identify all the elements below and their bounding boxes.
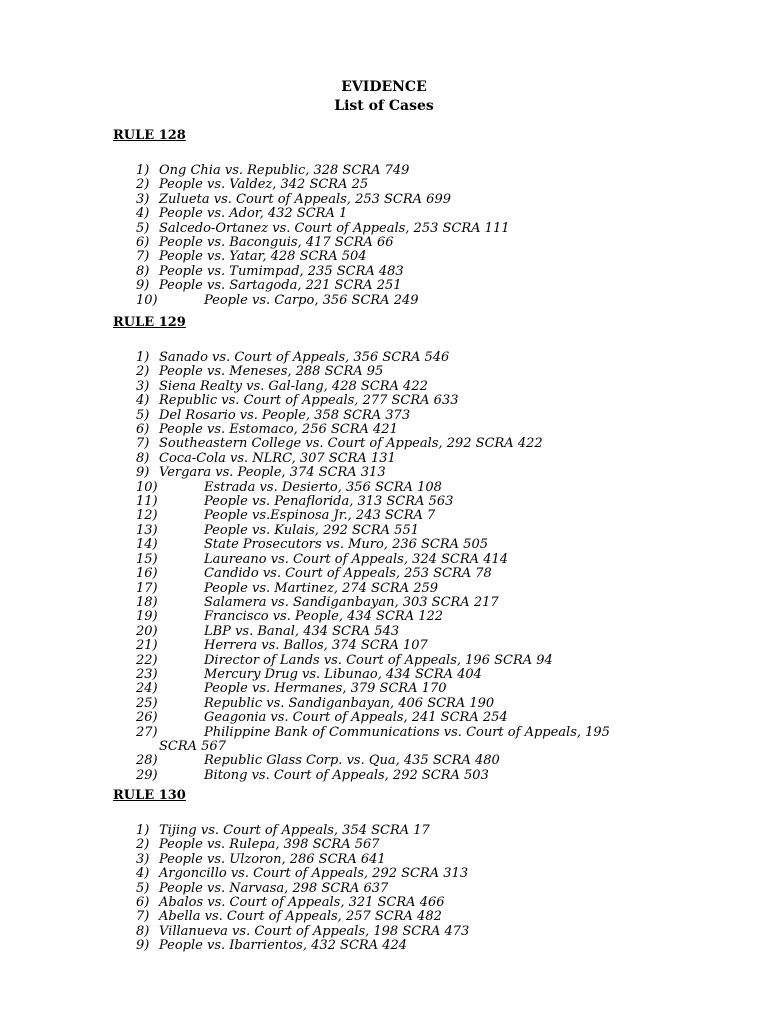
- case-item: [113, 222, 733, 236]
- case-citation: Republic vs. Sandiganbayan, 406 SCRA 190: [204, 695, 495, 711]
- case-citation: Director of Lands vs. Court of Appeals, 196 SCRA 94: [204, 652, 553, 668]
- case-number: 9): [136, 938, 150, 954]
- case-citation: Republic vs. Court of Appeals, 277 SCRA 633: [159, 393, 459, 409]
- case-number: 8): [136, 450, 150, 466]
- case-number: 28): [136, 753, 158, 769]
- case-number: 26): [136, 710, 158, 726]
- case-number: 1): [136, 163, 150, 178]
- case-number: 5): [136, 407, 150, 423]
- case-number: 12): [136, 508, 158, 524]
- case-number: 10): [136, 292, 158, 308]
- case-citation: People vs. Ulzoron, 286 SCRA 641: [159, 851, 386, 867]
- case-number: 24): [136, 681, 158, 697]
- case-list: [113, 824, 733, 954]
- case-citation: People vs. Sartagoda, 221 SCRA 251: [159, 278, 402, 294]
- case-item: [113, 896, 733, 910]
- case-citation: Francisco vs. People, 434 SCRA 122: [204, 609, 444, 625]
- case-item: [113, 711, 733, 725]
- case-number: 19): [136, 609, 158, 625]
- case-number: 1): [136, 823, 150, 838]
- case-number: 1): [136, 350, 150, 365]
- case-item: [113, 524, 733, 538]
- case-item: [113, 481, 733, 495]
- case-citation: Geagonia vs. Court of Appeals, 241 SCRA 254: [204, 710, 508, 726]
- case-number: 17): [136, 580, 158, 596]
- case-item: [113, 867, 733, 881]
- case-citation: People vs. Baconguis, 417 SCRA 66: [159, 235, 394, 251]
- case-item: [113, 654, 733, 668]
- case-number: 9): [136, 465, 150, 481]
- case-item: [113, 824, 733, 838]
- case-number: 23): [136, 666, 158, 682]
- case-citation: People vs. Narvasa, 298 SCRA 637: [159, 880, 389, 896]
- case-citation: Villanueva vs. Court of Appeals, 198 SCRA 473: [159, 923, 470, 939]
- case-citation: Salamera vs. Sandiganbayan, 303 SCRA 217: [204, 594, 499, 610]
- case-number: 27): [136, 724, 158, 740]
- case-citation: People vs. Tumimpad, 235 SCRA 483: [159, 263, 404, 279]
- case-number: 6): [136, 895, 150, 911]
- case-number: 4): [136, 206, 150, 222]
- case-number: 8): [136, 263, 150, 279]
- case-citation: Philippine Bank of Communications vs. Court of Appeals, 195: [204, 724, 610, 740]
- case-item: [113, 726, 764, 755]
- case-citation: Candido vs. Court of Appeals, 253 SCRA 78: [204, 566, 492, 582]
- case-item: [113, 769, 733, 783]
- case-item: [113, 553, 733, 567]
- document-title: [0, 78, 768, 116]
- case-item: [113, 538, 733, 552]
- case-item: [113, 207, 733, 221]
- case-number: 2): [136, 837, 150, 853]
- case-item: [113, 925, 733, 939]
- rule-heading: RULE 130: [113, 788, 186, 803]
- case-citation: Vergara vs. People, 374 SCRA 313: [159, 465, 386, 481]
- case-number: 2): [136, 364, 150, 380]
- case-number: 2): [136, 177, 150, 193]
- case-citation: People vs.Espinosa Jr., 243 SCRA 7: [204, 508, 436, 524]
- case-item: [113, 365, 733, 379]
- case-number: 7): [136, 249, 150, 265]
- case-item: [113, 682, 733, 696]
- case-number: 7): [136, 436, 150, 452]
- case-citation: Republic Glass Corp. vs. Qua, 435 SCRA 480: [204, 753, 500, 769]
- case-citation: Tijing vs. Court of Appeals, 354 SCRA 17: [159, 823, 430, 838]
- case-item: [113, 178, 733, 192]
- case-citation: Ong Chia vs. Republic, 328 SCRA 749: [159, 163, 410, 178]
- case-citation-continuation: SCRA 567: [159, 738, 226, 754]
- case-item: [113, 697, 733, 711]
- case-citation: People vs. Ador, 432 SCRA 1: [159, 206, 348, 222]
- case-item: [113, 250, 733, 264]
- case-item: [113, 265, 733, 279]
- case-item: [113, 437, 733, 451]
- case-number: 3): [136, 378, 150, 394]
- case-number: 4): [136, 866, 150, 882]
- case-item: [113, 279, 733, 293]
- case-item: [113, 423, 733, 437]
- case-citation: Abella vs. Court of Appeals, 257 SCRA 482: [159, 909, 442, 925]
- case-citation: Zulueta vs. Court of Appeals, 253 SCRA 699: [159, 191, 451, 207]
- case-citation: People vs. Meneses, 288 SCRA 95: [159, 364, 384, 380]
- case-citation: Coca-Cola vs. NLRC, 307 SCRA 131: [159, 450, 396, 466]
- section-rule-130: [113, 788, 733, 954]
- case-number: 5): [136, 880, 150, 896]
- case-item: [113, 409, 733, 423]
- case-number: 13): [136, 522, 158, 538]
- case-item: [113, 596, 733, 610]
- case-item: [113, 939, 733, 953]
- case-citation: Argoncillo vs. Court of Appeals, 292 SCRA 313: [159, 866, 469, 882]
- case-citation: People vs. Carpo, 356 SCRA 249: [204, 292, 419, 308]
- section-rule-129: [113, 315, 733, 783]
- case-number: 8): [136, 923, 150, 939]
- case-list: [113, 164, 733, 308]
- case-number: 6): [136, 422, 150, 438]
- case-item: [113, 567, 733, 581]
- section-rule-128: [113, 128, 733, 308]
- case-number: 6): [136, 235, 150, 251]
- case-number: 10): [136, 479, 158, 495]
- case-citation: People vs. Estomaco, 256 SCRA 421: [159, 422, 398, 438]
- case-citation: People vs. Hermanes, 379 SCRA 170: [204, 681, 447, 697]
- case-citation: People vs. Rulepa, 398 SCRA 567: [159, 837, 380, 853]
- case-citation: Bitong vs. Court of Appeals, 292 SCRA 503: [204, 767, 489, 783]
- case-citation: Del Rosario vs. People, 358 SCRA 373: [159, 407, 411, 423]
- case-item: [113, 639, 733, 653]
- case-citation: Southeastern College vs. Court of Appeals, 292 SCRA 422: [159, 436, 543, 452]
- case-number: 15): [136, 551, 158, 567]
- case-item: [113, 351, 733, 365]
- case-item: [113, 452, 733, 466]
- case-item: [113, 236, 733, 250]
- title-line-1: EVIDENCE: [341, 79, 427, 95]
- rule-heading: RULE 128: [113, 128, 186, 143]
- case-item: [113, 394, 733, 408]
- case-number: 4): [136, 393, 150, 409]
- case-citation: State Prosecutors vs. Muro, 236 SCRA 505: [204, 537, 488, 553]
- rule-heading: RULE 129: [113, 315, 186, 330]
- case-number: 18): [136, 594, 158, 610]
- case-number: 22): [136, 652, 158, 668]
- title-line-2: List of Cases: [334, 98, 434, 114]
- case-number: 5): [136, 220, 150, 236]
- case-citation: Laureano vs. Court of Appeals, 324 SCRA 414: [204, 551, 509, 567]
- case-item: [113, 910, 733, 924]
- case-number: 25): [136, 695, 158, 711]
- case-citation: People vs. Yatar, 428 SCRA 504: [159, 249, 367, 265]
- case-number: 11): [136, 494, 158, 510]
- case-citation: Salcedo-Ortanez vs. Court of Appeals, 253 SCRA 111: [159, 220, 510, 236]
- case-citation: Abalos vs. Court of Appeals, 321 SCRA 466: [159, 895, 445, 911]
- case-item: [113, 754, 733, 768]
- case-citation: People vs. Kulais, 292 SCRA 551: [204, 522, 419, 538]
- case-number: 9): [136, 278, 150, 294]
- case-item: [113, 294, 733, 308]
- case-number: 20): [136, 623, 158, 639]
- case-citation: Sanado vs. Court of Appeals, 356 SCRA 546: [159, 350, 450, 365]
- case-item: [113, 495, 733, 509]
- case-number: 29): [136, 767, 158, 783]
- case-citation: Herrera vs. Ballos, 374 SCRA 107: [204, 638, 428, 654]
- case-citation: Siena Realty vs. Gal-lang, 428 SCRA 422: [159, 378, 428, 394]
- case-item: [113, 668, 733, 682]
- case-citation: Estrada vs. Desierto, 356 SCRA 108: [204, 479, 442, 495]
- case-citation: Mercury Drug vs. Libunao, 434 SCRA 404: [204, 666, 482, 682]
- case-item: [113, 509, 733, 523]
- case-citation: LBP vs. Banal, 434 SCRA 543: [204, 623, 400, 639]
- case-number: 14): [136, 537, 158, 553]
- case-item: [113, 838, 733, 852]
- case-citation: People vs. Penaflorida, 313 SCRA 563: [204, 494, 454, 510]
- case-number: 21): [136, 638, 158, 654]
- case-number: 3): [136, 851, 150, 867]
- case-list: [113, 351, 733, 783]
- case-citation: People vs. Martinez, 274 SCRA 259: [204, 580, 439, 596]
- case-number: 16): [136, 566, 158, 582]
- case-item: [113, 193, 733, 207]
- case-item: [113, 853, 733, 867]
- case-item: [113, 610, 733, 624]
- case-item: [113, 625, 733, 639]
- case-citation: People vs. Valdez, 342 SCRA 25: [159, 177, 369, 193]
- case-item: [113, 466, 733, 480]
- case-item: [113, 380, 733, 394]
- case-number: 3): [136, 191, 150, 207]
- case-citation: People vs. Ibarrientos, 432 SCRA 424: [159, 938, 408, 954]
- case-item: [113, 582, 733, 596]
- case-item: [113, 882, 733, 896]
- case-item: [113, 164, 733, 178]
- case-number: 7): [136, 909, 150, 925]
